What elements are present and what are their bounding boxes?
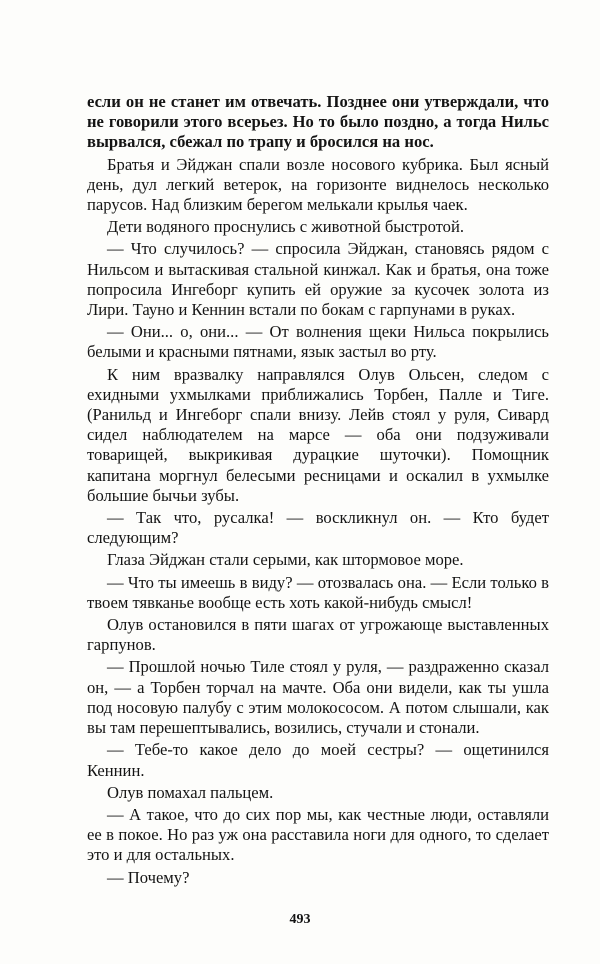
paragraph: Олув помахал пальцем. (107, 782, 274, 802)
paragraph: — Так что, русалка! — воскликнул он. — Кто будет следующим? (87, 508, 549, 548)
paragraph: К ним вразвалку направлялся Олув Ольсен, следом с ехидными ухмылками приближались Торбен, Палле и Тиге. (Ранильд и Ингеборг спали внизу. Лейв стоял у руля, Сивард сидел наблюдателем на марсе — оба они подзуживали товарищей, выкрикивая дурацкие шуточки). Помощник капитана моргнул белесыми ресницами и оскалил в ухмылке большие бычьи зубы. (87, 364, 549, 505)
paragraph: — А такое, что до сих пор мы, как честные люди, оставляли ее в покое. Но раз уж она расставила ноги для одного, то сделает это и для остальных. (87, 804, 549, 865)
paragraph: — Что случилось? — спросила Эйджан, становясь рядом с Нильсом и вытаскивая стальной кинжал. Как и братья, она тоже попросила Ингеборг купить ей оружие за кусочек золота из Лири. Тауно и Кеннин встали по бокам с гарпунами в руках. (87, 239, 549, 320)
paragraph: Олув остановился в пяти шагах от угрожающе выставленных гарпунов. (87, 615, 549, 655)
paragraph: — Прошлой ночью Тиле стоял у руля, — раздраженно сказал он, — а Торбен торчал на мачте. Оба они видели, как ты ушла под носовую палубу с этим молокососом. А потом слышали, как вы там перешептывались, возились, стучали и стонали. (87, 657, 549, 738)
paragraph: Братья и Эйджан спали возле носового кубрика. Был ясный день, дул легкий ветерок, на горизонте виднелось несколько парусов. Над близким берегом мелькали крылья чаек. (87, 154, 549, 215)
page-number: 493 (289, 912, 311, 927)
paragraph: Дети водяного проснулись с животной быстротой. (107, 217, 464, 237)
paragraph: — Тебе-то какое дело до моей сестры? — ощетинился Кеннин. (87, 740, 549, 780)
paragraph: Глаза Эйджан стали серыми, как штормовое море. (107, 550, 464, 570)
body-text (87, 92, 549, 890)
paragraph: если он не станет им отвечать. Позднее они утверждали, что не говорили этого всерьез. Но то было поздно, а тогда Нильс вырвался, сбежал по трапу и бросился на нос. (87, 92, 549, 152)
paragraph: — Что ты имеешь в виду? — отозвалась она. — Если только в твоем тявканье вообще есть хоть какой-нибудь смысл! (87, 572, 549, 612)
paragraph: — Они... о, они... — От волнения щеки Нильса покрылись белыми и красными пятнами, язык застыл во рту. (87, 322, 549, 362)
paragraph: — Почему? (107, 867, 190, 887)
